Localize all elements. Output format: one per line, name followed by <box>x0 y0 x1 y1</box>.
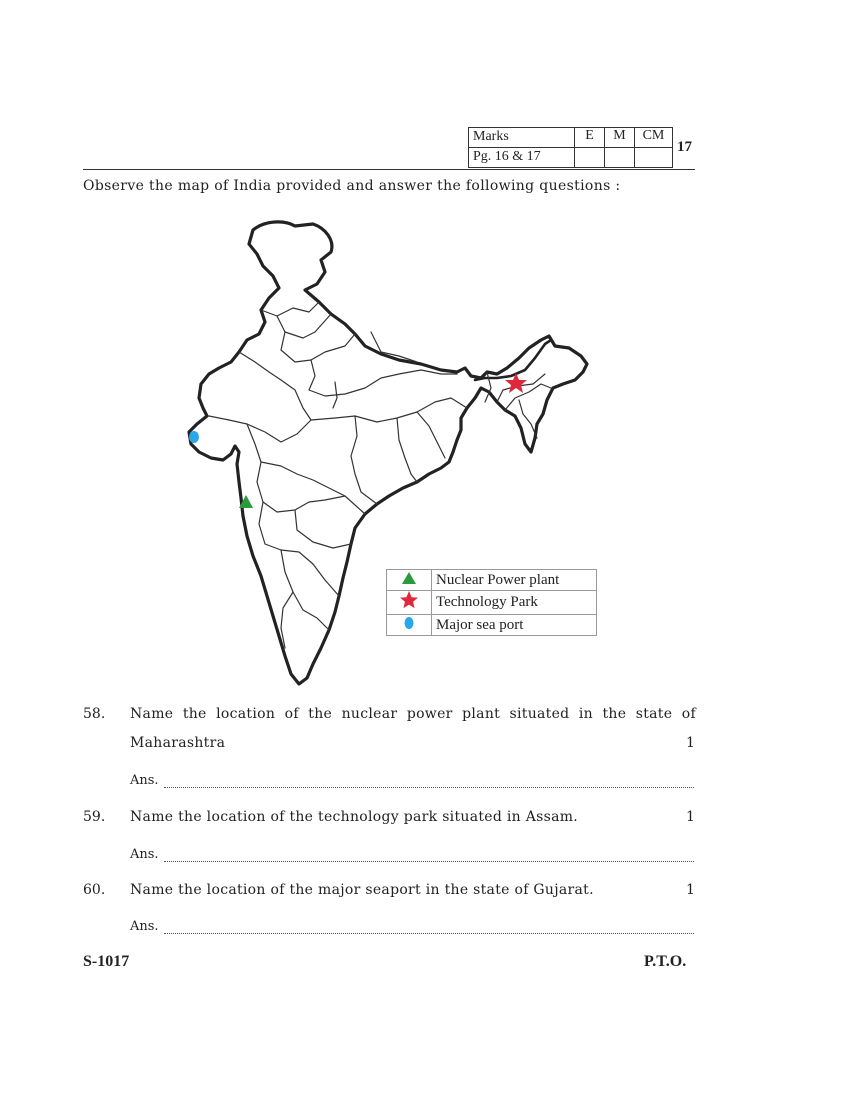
question-number: 59. <box>83 809 106 825</box>
map-legend <box>386 569 597 636</box>
question-text: Name the location of the technology park situated in Assam. <box>130 809 579 825</box>
answer-field[interactable] <box>164 861 694 862</box>
pto-label: P.T.O. <box>644 953 687 970</box>
marks-label: Marks <box>469 128 575 148</box>
cell-cm <box>635 148 673 168</box>
question-marks: 1 <box>686 735 695 751</box>
paper-code: S-1017 <box>83 953 130 970</box>
triangle-icon <box>402 572 416 584</box>
answer-field[interactable] <box>164 933 694 934</box>
question-number: 58. <box>83 706 106 722</box>
instruction-text: Observe the map of India provided and answer the following questions : <box>83 178 621 194</box>
legend-label: Major sea port <box>432 615 597 636</box>
question-text: Name the location of the nuclear power plant situated in the state of <box>130 706 696 722</box>
cell-m <box>605 148 635 168</box>
question-marks: 1 <box>686 882 695 898</box>
legend-label: Technology Park <box>432 591 597 615</box>
answer-field[interactable] <box>164 787 694 788</box>
marks-table <box>468 127 673 168</box>
question-text-continued: Maharashtra <box>130 735 226 751</box>
legend-row <box>387 615 597 636</box>
star-icon <box>400 591 418 609</box>
answer-label: Ans. <box>130 847 159 862</box>
pages-label: Pg. 16 & 17 <box>469 148 575 168</box>
dot-icon <box>404 616 414 630</box>
seaport-marker <box>189 431 199 443</box>
question-marks: 1 <box>686 809 695 825</box>
legend-row <box>387 570 597 591</box>
answer-label: Ans. <box>130 773 159 788</box>
col-e: E <box>575 128 605 148</box>
question-text: Name the location of the major seaport in the state of Gujarat. <box>130 882 594 898</box>
cell-e <box>575 148 605 168</box>
header-rule <box>83 169 695 170</box>
page-number: 17 <box>677 139 692 155</box>
question-number: 60. <box>83 882 106 898</box>
col-cm: CM <box>635 128 673 148</box>
legend-label: Nuclear Power plant <box>432 570 597 591</box>
answer-label: Ans. <box>130 919 159 934</box>
col-m: M <box>605 128 635 148</box>
legend-row <box>387 591 597 615</box>
